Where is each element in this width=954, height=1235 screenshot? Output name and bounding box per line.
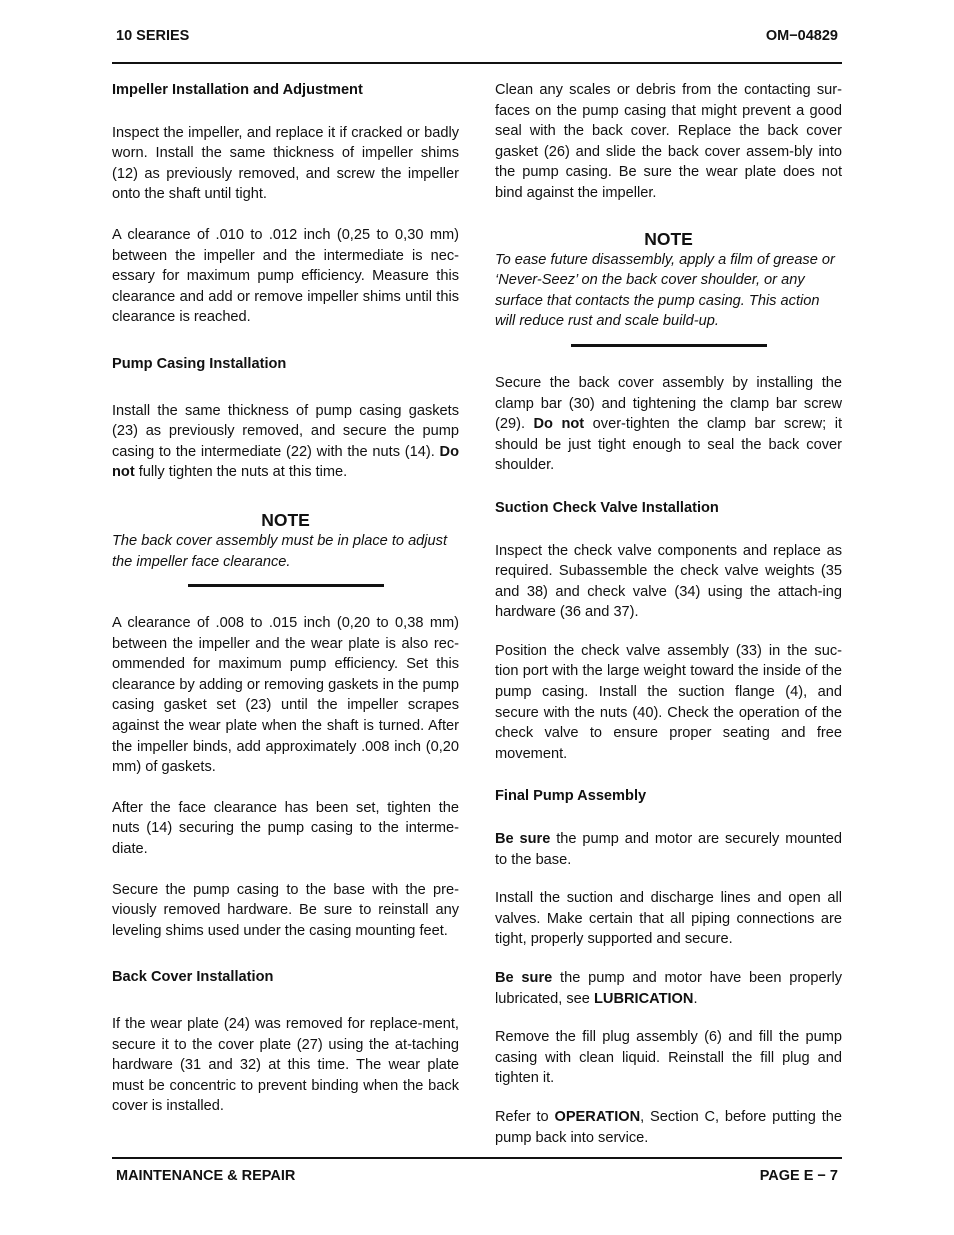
paragraph-check-1: Inspect the check valve components and replace as required. Subassemble the check valve weights (35 and 38) and check valve (34) using the attach-ing hardware (36 and 37). bbox=[495, 542, 842, 621]
note-text-2: To ease future disassembly, apply a film of grease or ‘Never-Seez’ on the back cover shoulder, or any surface that contacts the pump casing. This action will reduce rust and scale build-up. bbox=[495, 251, 835, 330]
casing-1-text: Install the same thickness of pump casing gaskets (23) as previously removed, and secure the pump casing to the intermediate (22) with the nuts (14). bbox=[112, 402, 459, 460]
header-doc-number: OM−04829 bbox=[765, 28, 838, 44]
paragraph-backcover-2: Clean any scales or debris from the contacting sur-faces on the pump casing that might prevent a good seal with the back cover. Replace the back cover gasket (26) and slide the back cover assem-bly into the pump casing. Be sure the wear plate does not bind against the impeller. bbox=[495, 82, 842, 201]
paragraph-impeller-2: A clearance of .010 to .012 inch (0,25 to 0,30 mm) between the impeller and the intermediate is nec-essary for maximum pump efficiency. Measure this clearance and add or remove impeller shims until this clearance is reached. bbox=[112, 226, 459, 326]
paragraph-backcover-1: If the wear plate (24) was removed for replace-ment, secure it to the cover plate (27) using the at-taching hardware (31 and 32) at this time. The wear plate must be concentric to prevent binding when the back cover is installed. bbox=[112, 1016, 459, 1115]
heading-check-valve: Suction Check Valve Installation bbox=[495, 499, 719, 516]
final-3-bold: Be sure bbox=[495, 970, 553, 986]
backcover-3-end: over-tighten the clamp bar screw; it should be just tight enough to seal the back cover shoulder. bbox=[495, 416, 843, 474]
heading-final-assembly: Final Pump Assembly bbox=[495, 788, 647, 805]
paragraph-impeller-1: Inspect the impeller, and replace it if cracked or badly worn. Install the same thickness of impeller shims (12) as previously removed, and screw the impeller onto the shaft until tight. bbox=[112, 124, 459, 203]
header-series: 10 SERIES bbox=[116, 28, 190, 44]
final-3-end: . bbox=[693, 990, 698, 1007]
left-column bbox=[112, 80, 459, 1117]
backcover-3-bold: Do not bbox=[533, 416, 585, 433]
heading-pump-casing: Pump Casing Installation bbox=[112, 355, 287, 372]
casing-1-bold: Do not bbox=[112, 443, 460, 481]
paragraph-final-2: Install the suction and discharge lines and open all valves. Make certain that all piping connections are tight, properly supported and secure. bbox=[495, 890, 842, 948]
right-column bbox=[495, 80, 842, 1148]
final-3-bold-2: LUBRICATION bbox=[593, 990, 694, 1007]
final-1-bold: Be sure bbox=[495, 831, 551, 848]
heading-impeller: Impeller Installation and Adjustment bbox=[112, 82, 363, 98]
paragraph-casing-1 bbox=[112, 401, 459, 483]
backcover-3-text: Secure the back cover assembly by installing the clamp bar (30) and tightening the clamp bar screw (29). bbox=[495, 374, 842, 433]
note-title-1: NOTE bbox=[261, 509, 310, 530]
page-footer bbox=[112, 1157, 842, 1189]
paragraph-final-1 bbox=[495, 829, 842, 870]
note-title-2: NOTE bbox=[644, 228, 693, 249]
paragraph-final-3 bbox=[495, 968, 842, 1009]
paragraph-casing-2: A clearance of .008 to .015 inch (0,20 to 0,38 mm) between the impeller and the wear plate is also rec-ommended for maximum pump efficiency. Set this clearance by adding or removing gaskets in the pump casing gasket set (23) until the impeller scrapes against the wear plate when the shaft is turned. After the impeller binds, add approximately .008 inch (0,20 mm) of gaskets. bbox=[112, 615, 459, 776]
paragraph-check-2: Position the check valve assembly (33) in the suc-tion port with the large weight toward the inside of the pump casing. Install the suction flange (4), and secure with the nuts (40). Check the operation of the check valve to ensure proper seating and free movement. bbox=[495, 642, 842, 762]
final-3-mid: the pump and motor have been properly lubricated, see bbox=[495, 970, 842, 1007]
page-header bbox=[112, 26, 842, 64]
paragraph-final-5 bbox=[495, 1107, 842, 1148]
final-5-start: Refer to bbox=[495, 1108, 555, 1125]
heading-back-cover: Back Cover Installation bbox=[112, 969, 274, 986]
paragraph-casing-3: After the face clearance has been set, tighten the nuts (14) securing the pump casing to the interme-diate. bbox=[112, 799, 459, 858]
casing-1-end: fully tighten the nuts at this time. bbox=[134, 464, 348, 481]
paragraph-final-4: Remove the fill plug assembly (6) and fill the pump casing with clean liquid. Reinstall the fill plug and tighten it. bbox=[495, 1029, 842, 1087]
final-1-end: the pump and motor are securely mounted to the base. bbox=[495, 831, 842, 868]
final-5-end: , Section C, before putting the pump back into service. bbox=[495, 1108, 842, 1146]
paragraph-backcover-3 bbox=[495, 373, 842, 476]
footer-page-number: PAGE E − 7 bbox=[759, 1168, 838, 1184]
note-text-1: The back cover assembly must be in place to adjust the impeller face clearance. bbox=[112, 532, 448, 570]
footer-section: MAINTENANCE & REPAIR bbox=[116, 1168, 296, 1184]
paragraph-casing-4: Secure the pump casing to the base with the pre-viously removed hardware. Be sure to reinstall any leveling shims used under the casing mounting feet. bbox=[112, 881, 459, 939]
final-5-bold: OPERATION bbox=[554, 1108, 641, 1125]
